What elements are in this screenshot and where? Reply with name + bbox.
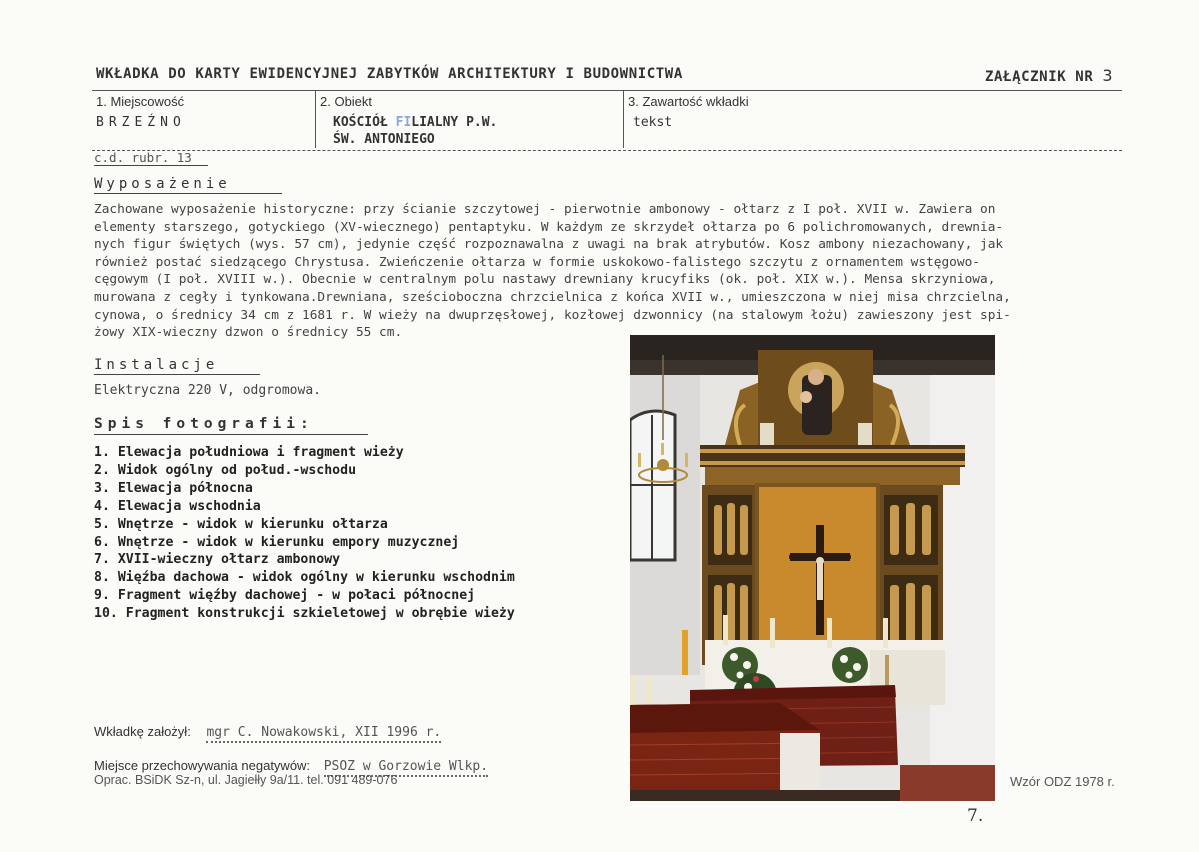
photo-list-item: 6. Wnętrze - widok w kierunku empory muzycznej <box>94 534 460 550</box>
equipment-line: elementy starszego, gotyckiego (XV-wiecznego) pentaptyku. W każdym ze skrzydeł ołtarza po 6 polichromowanych, drewnia- <box>94 219 1004 235</box>
installations-heading-underline <box>94 374 260 375</box>
header-rule-top <box>92 90 1122 91</box>
author-label: Wkładkę założył: <box>94 724 191 739</box>
reference-underline <box>94 165 208 166</box>
photo-list-item: 2. Widok ogólny od połud.-wschodu <box>94 462 357 478</box>
equipment-description <box>94 201 1126 342</box>
field-divider-2 <box>623 91 624 148</box>
equipment-line: cynowa, o średnicy 34 cm z 1681 r. W wieży na dwuprzęsłowej, kozłowej dzwonnicy (na stalowym łożu) zawieszony jest spi- <box>94 307 1011 323</box>
photos-heading: Spis fotografii: <box>94 416 314 432</box>
photos-heading-underline <box>94 434 368 435</box>
altar-photograph <box>630 335 995 801</box>
storage-label: Miejsce przechowywania negatywów: <box>94 758 311 773</box>
equipment-heading: Wyposażenie <box>94 176 231 192</box>
annex-label-text: ZAŁĄCZNIK NR <box>985 69 1094 85</box>
photo-list-item: 4. Elewacja wschodnia <box>94 498 261 514</box>
installations-text: Elektryczna 220 V, odgromowa. <box>94 383 321 398</box>
photo-list-item: 10. Fragment konstrukcji szkieletowej w obrębie wieży <box>94 606 515 622</box>
field-divider-1 <box>315 91 316 148</box>
equipment-line: również postać siedzącego Chrystusa. Zwieńczenie ołtarza w formie uskokowo-falistego szczytu z ornamentem wstęgowo- <box>94 254 981 270</box>
photo-list-item: 1. Elewacja południowa i fragment wieży <box>94 445 404 460</box>
photo-list-item: 5. Wnętrze - widok w kierunku ołtarza <box>94 516 388 532</box>
equipment-line: żowy XIX-wieczny dzwon o średnicy 55 cm. <box>94 325 403 341</box>
template-note: Wzór ODZ 1978 r. <box>1010 774 1115 789</box>
equipment-line: murowana z cegły i tynkowana.Drewniana, sześcioboczna chrzcielnica z końca XVII w., umieszczona w niej misa chrzcielna, <box>94 289 1011 305</box>
photo-list-item: 9. Fragment więźby dachowej - w połaci północnej <box>94 588 476 604</box>
printer-note: Oprac. BSiDK Sz-n, ul. Jagiełły 9a/11. tel. 091 489-076 <box>94 773 398 787</box>
object-label: 2. Obiekt <box>320 94 373 109</box>
document-title: WKŁADKA DO KARTY EWIDENCYJNEJ ZABYTKÓW ARCHITEKTURY I BUDOWNICTWA <box>96 66 683 82</box>
storage-value: PSOZ w Gorzowie Wlkp. <box>324 759 488 777</box>
place-label: 1. Miejscowość <box>96 94 185 109</box>
contents-value: tekst <box>633 115 673 130</box>
object-value-line1 <box>333 115 497 130</box>
object-value-1c: LIALNY P.W. <box>411 115 498 130</box>
equipment-line: nych figur świętych (wys. 57 cm), jedynie część rozpoznawalna z uwagi na brak atrybutów. Kosz ambony niezachowany, jak <box>94 237 1004 253</box>
contents-label: 3. Zawartość wkładki <box>628 94 749 109</box>
annex-number: 3 <box>1102 66 1114 85</box>
rubric-reference: c.d. rubr. 13 <box>94 150 192 165</box>
author-row <box>94 721 441 740</box>
photo-list <box>94 444 515 623</box>
equipment-heading-underline <box>94 193 282 194</box>
page-number: 7. <box>967 806 984 826</box>
photo-list-item: 7. XVII-wieczny ołtarz ambonowy <box>94 552 341 568</box>
object-value-1b: FI <box>395 115 412 130</box>
photo-list-item: 3. Elewacja północna <box>94 480 253 496</box>
object-value-line2: ŚW. ANTONIEGO <box>333 132 435 147</box>
photo-list-item: 8. Więźba dachowa - widok ogólny w kierunku wschodnim <box>94 570 515 586</box>
equipment-line: cęgowym (I poł. XVIII w.). Obecnie w centralnym polu nastawy drewniany krucyfiks (ok. poł. XIX w.). Mensa skrzyniowa, <box>94 272 996 288</box>
author-value: mgr C. Nowakowski, XII 1996 r. <box>206 725 441 743</box>
equipment-line: Zachowane wyposażenie historyczne: przy ścianie szczytowej - pierwotnie ambonowy - ołtarz z I poł. XVII w. Zawiera on <box>94 202 996 217</box>
place-value: BRZEŹNO <box>96 115 186 130</box>
field-rule-bottom <box>92 150 1122 151</box>
altar-photo-drawing <box>630 335 995 801</box>
storage-row <box>94 755 488 774</box>
object-value-1a: KOŚCIÓŁ <box>333 115 396 130</box>
annex-label <box>985 66 1113 85</box>
installations-heading: Instalacje <box>94 357 219 373</box>
